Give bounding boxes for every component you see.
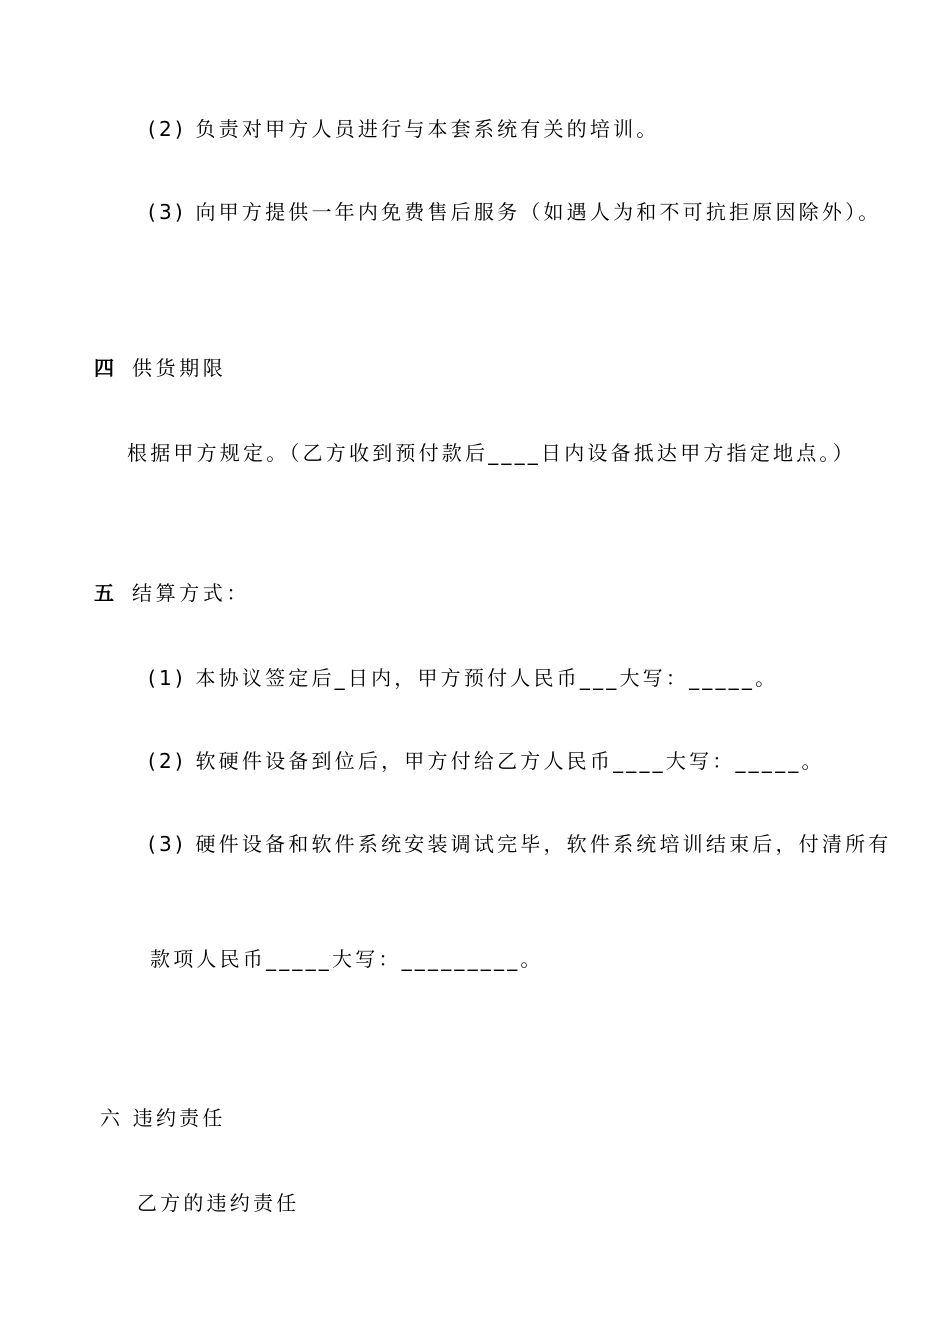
section5-item1: (1) 本协议签定后_日内，甲方预付人民币___大写：_____。 <box>148 666 779 690</box>
section6-sub: 乙方的违约责任 <box>137 1191 300 1215</box>
section5-heading <box>94 580 250 606</box>
section4-body: 根据甲方规定。（乙方收到预付款后____日内设备抵达甲方指定地点。） <box>127 441 856 465</box>
section3-item3: (3) 向甲方提供一年内免费售后服务（如遇人为和不可抗拒原因除外）。 <box>148 200 882 224</box>
section5-number: 五 <box>94 581 114 605</box>
section4-title: 供货期限 <box>132 356 227 380</box>
section4-heading <box>94 355 226 381</box>
section5-item3-line1: (3) 硬件设备和软件系统安装调试完毕，软件系统培训结束后，付清所有 <box>148 832 892 856</box>
section5-title: 结算方式： <box>132 581 250 605</box>
section4-number: 四 <box>94 356 114 380</box>
section5-item2: (2) 软硬件设备到位后，甲方付给乙方人民币____大写：_____。 <box>148 749 825 773</box>
section3-item2: (2) 负责对甲方人员进行与本套系统有关的培训。 <box>148 117 660 141</box>
section5-item3-line2: 款项人民币_____大写：_________。 <box>150 947 544 971</box>
section6-title: 六 违约责任 <box>100 1106 226 1130</box>
